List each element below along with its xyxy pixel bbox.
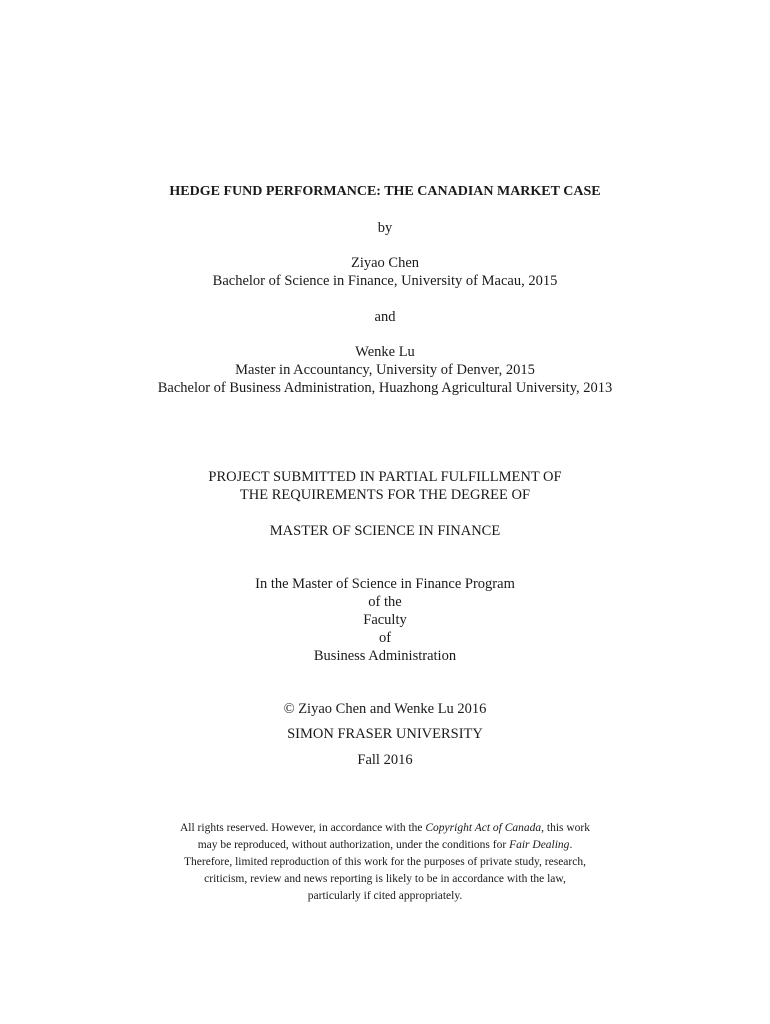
notice-line-1 — [140, 820, 630, 837]
copyright-act-reference: Copyright Act of Canada — [425, 822, 542, 834]
author2-degree-1: Master in Accountancy, University of Denver, 2015 — [235, 362, 535, 378]
copyright-line: © Ziyao Chen and Wenke Lu 2016 — [283, 701, 487, 717]
program-line-5: Business Administration — [313, 648, 457, 664]
fair-dealing-reference: Fair Dealing — [509, 839, 570, 851]
submission-line-1: PROJECT SUBMITTED IN PARTIAL FULFILLMENT OF — [208, 469, 562, 485]
notice-line-4: criticism, review and news reporting is likely to be in accordance with the law, — [204, 873, 566, 885]
notice-text: , this work — [541, 822, 591, 834]
notice-text: . — [569, 839, 573, 851]
university-name: SIMON FRASER UNIVERSITY — [287, 726, 483, 742]
notice-line-5: particularly if cited appropriately. — [307, 890, 463, 902]
author1-name: Ziyao Chen — [350, 255, 420, 271]
by-line: by — [377, 220, 393, 236]
degree-name: MASTER OF SCIENCE IN FINANCE — [269, 523, 501, 539]
submission-line-2: THE REQUIREMENTS FOR THE DEGREE OF — [239, 487, 531, 503]
author2-degree-2: Bachelor of Business Administration, Huazhong Agricultural University, 2013 — [157, 380, 613, 396]
notice-line-3: Therefore, limited reproduction of this work for the purposes of private study, research, — [184, 856, 586, 868]
author1-degree: Bachelor of Science in Finance, University of Macau, 2015 — [212, 273, 558, 289]
thesis-title: HEDGE FUND PERFORMANCE: THE CANADIAN MARKET CASE — [169, 184, 601, 199]
and-line: and — [374, 309, 396, 325]
notice-text: may be reproduced, without authorization, under the conditions for — [197, 839, 510, 851]
notice-line-2 — [140, 837, 630, 854]
program-line-2: of the — [368, 594, 402, 610]
copyright-notice — [140, 820, 630, 905]
program-line-4: of — [378, 630, 392, 646]
term-line: Fall 2016 — [357, 752, 413, 768]
author2-name: Wenke Lu — [355, 344, 415, 360]
program-line-1: In the Master of Science in Finance Program — [255, 576, 515, 592]
program-line-3: Faculty — [363, 612, 407, 628]
notice-text: All rights reserved. However, in accordance with the — [179, 822, 426, 834]
